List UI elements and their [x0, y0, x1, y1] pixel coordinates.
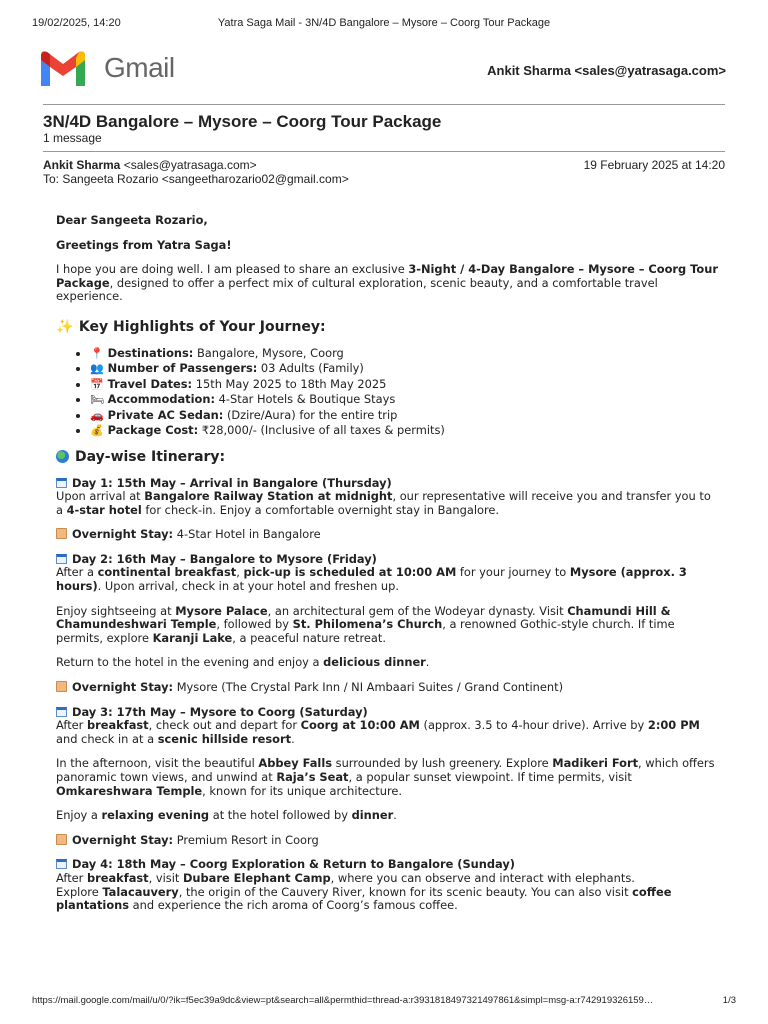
day2-evening: Return to the hotel in the evening and enjoy a delicious dinner.	[56, 655, 430, 670]
day2-text: After a continental breakfast, pick-up is scheduled at 10:00 AM for your journey to Mysore (approx. 3 hours). Upon arrival, check in at your hotel and freshen up.	[56, 565, 687, 594]
list-item: • 📅 Travel Dates: 15th May 2025 to 18th May 2025	[90, 378, 720, 392]
print-date: 19/02/2025, 14:20	[32, 17, 121, 29]
gmail-m-icon	[38, 48, 88, 90]
message-date: 19 February 2025 at 14:20	[583, 158, 725, 172]
day2-title: Day 2: 16th May – Bangalore to Mysore (Friday)	[56, 553, 720, 567]
calendar-icon: 📅	[90, 377, 104, 391]
sparkles-icon: ✨	[56, 318, 74, 335]
message-to: To: Sangeeta Rozario <sangeetharozario02@gmail.com>	[43, 172, 349, 186]
highlights-heading: ✨ Key Highlights of Your Journey:	[56, 318, 326, 335]
day1-stay: Overnight Stay: 4-Star Hotel in Bangalore	[56, 528, 720, 542]
day2-stay: Overnight Stay: Mysore (The Crystal Park Inn / NI Ambaari Suites / Grand Continent)	[56, 681, 720, 695]
day3-text: After breakfast, check out and depart for Coorg at 10:00 AM (approx. 3.5 to 4-hour drive). Arrive by 2:00 PM and check in at a scenic hillside resort.	[56, 718, 700, 746]
page-number: 1/3	[722, 995, 736, 1006]
sender-email[interactable]: <sales@yatrasaga.com>	[123, 158, 257, 172]
salutation: Dear Sangeeta Rozario,	[56, 213, 208, 227]
car-icon: 🚗	[90, 408, 104, 422]
hotel-icon	[56, 681, 67, 692]
day1-text: Upon arrival at Bangalore Railway Station at midnight, our representative will receive you and transfer you to a 4-star hotel for check-in. Enjoy a comfortable overnight stay in Bangalore.	[56, 489, 711, 517]
calendar-icon	[56, 478, 67, 488]
list-item: • 📍 Destinations: Bangalore, Mysore, Coorg	[90, 347, 720, 361]
calendar-icon	[56, 707, 67, 717]
pin-icon: 📍	[90, 346, 104, 360]
day2-sightseeing: Enjoy sightseeing at Mysore Palace, an architectural gem of the Wodeyar dynasty. Visit Chamundi Hill & Chamundeshwari Temple, followed by St. Philomena’s Church, a renowned Gothic-style church. If time permits, explore Karanji Lake, a peaceful nature retreat.	[56, 603, 675, 645]
itinerary-heading: Day-wise Itinerary:	[56, 448, 720, 466]
day1-title: Day 1: 15th May – Arrival in Bangalore (Thursday)	[56, 477, 720, 491]
sender-name: Ankit Sharma	[43, 158, 121, 172]
day4-text-2: Explore Talacauvery, the origin of the Cauvery River, known for its scenic beauty. You can also visit coffee plantations and experience the rich aroma of Coorg’s famous coffee.	[56, 884, 672, 913]
print-title: Yatra Saga Mail - 3N/4D Bangalore – Mysore – Coorg Tour Package	[217, 17, 551, 29]
intro-paragraph: I hope you are doing well. I am pleased to share an exclusive 3-Night / 4-Day Bangalore – Mysore – Coorg Tour Package, designed to offer a perfect mix of cultural exploration, scenic beauty, and a comfortable travel experience.	[56, 262, 718, 304]
gmail-logo-text: Gmail	[104, 52, 175, 83]
day3-stay: Overnight Stay: Premium Resort in Coorg	[56, 834, 720, 848]
bed-icon: 🛏	[90, 393, 104, 407]
message-body	[56, 214, 720, 913]
people-icon: 👥	[90, 362, 104, 376]
day4-text-1: After breakfast, visit Dubare Elephant Camp, where you can observe and interact with elephants.	[56, 870, 635, 885]
money-bag-icon: 💰	[90, 423, 104, 437]
list-item: • 💰 Package Cost: ₹28,000/- (Inclusive of all taxes & permits)	[90, 424, 720, 438]
account-name: Ankit Sharma <sales@yatrasaga.com>	[487, 63, 726, 78]
message-from	[43, 158, 257, 172]
subject-divider	[43, 151, 725, 152]
print-url: https://mail.google.com/mail/u/0/?ik=f5ec39a9dc&view=pt&search=all&permthid=thread-a:r3931818497321497861&simpl=msg-a:r742919326159…	[32, 995, 654, 1006]
list-item: • 🛏 Accommodation: 4-Star Hotels & Boutique Stays	[90, 393, 720, 407]
thread-subject: 3N/4D Bangalore – Mysore – Coorg Tour Package	[43, 112, 442, 131]
list-item: • 🚗 Private AC Sedan: (Dzire/Aura) for the entire trip	[90, 409, 720, 423]
hotel-icon	[56, 528, 67, 539]
header-divider	[43, 104, 725, 105]
message-count: 1 message	[43, 131, 102, 145]
globe-icon	[56, 450, 69, 463]
calendar-icon	[56, 554, 67, 564]
list-item: • 👥 Number of Passengers: 03 Adults (Family)	[90, 362, 720, 376]
greeting: Greetings from Yatra Saga!	[56, 237, 232, 252]
day3-title: Day 3: 17th May – Mysore to Coorg (Saturday)	[56, 706, 720, 720]
day3-afternoon: In the afternoon, visit the beautiful Abbey Falls surrounded by lush greenery. Explore Madikeri Fort, which offers panoramic town views, and unwind at Raja’s Seat, a popular sunset viewpoint. If time permits, visit Omkareshwara Temple, known for its unique architecture.	[56, 756, 715, 798]
hotel-icon	[56, 834, 67, 845]
day4-title: Day 4: 18th May – Coorg Exploration & Return to Bangalore (Sunday)	[56, 858, 720, 872]
calendar-icon	[56, 859, 67, 869]
day3-evening: Enjoy a relaxing evening at the hotel followed by dinner.	[56, 808, 397, 823]
highlights-list	[56, 347, 720, 438]
